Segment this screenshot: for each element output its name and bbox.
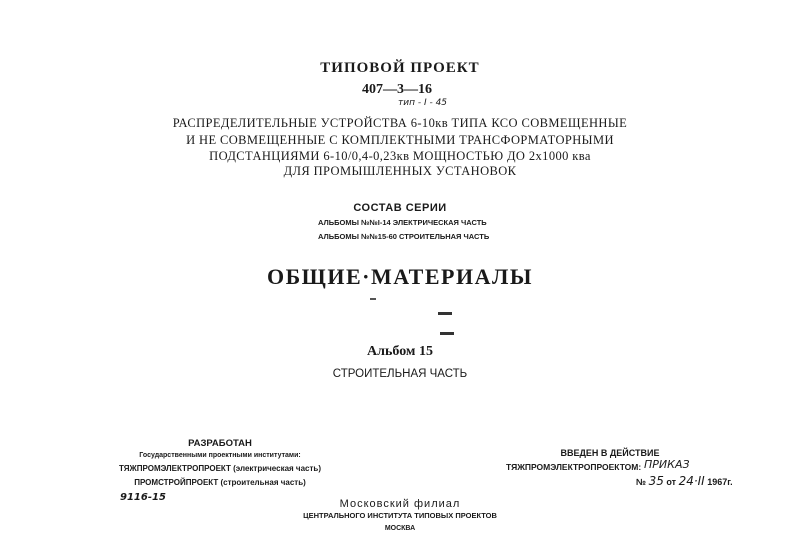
order-row bbox=[636, 474, 733, 488]
developed-title: РАЗРАБОТАН bbox=[188, 438, 252, 449]
composition-title: СОСТАВ СЕРИИ bbox=[353, 202, 447, 214]
order-year: 1967г. bbox=[707, 477, 733, 487]
description-line-2: И НЕ СОВМЕЩЕННЫЕ С КОМПЛЕКТНЫМИ ТРАНСФОРМАТОРНЫМИ bbox=[186, 133, 614, 147]
main-title: ОБЩИЕ·МАТЕРИАЛЫ bbox=[267, 264, 533, 289]
scan-mark bbox=[440, 332, 454, 335]
series-title: ТИПОВОЙ ПРОЕКТ bbox=[320, 60, 480, 76]
archive-number: 9116-15 bbox=[120, 492, 166, 503]
description-line-4: ДЛЯ ПРОМЫШЛЕННЫХ УСТАНОВОК bbox=[283, 164, 517, 178]
developer-org-2: ПРОМСТРОЙПРОЕКТ (строительная часть) bbox=[134, 478, 306, 487]
developer-org-1: ТЯЖПРОМЭЛЕКТРОПРОЕКТ (электрическая часть) bbox=[119, 464, 321, 473]
description-line-3: ПОДСТАНЦИЯМИ 6-10/0,4-0,23кв МОЩНОСТЬЮ ДО 2х1000 ква bbox=[209, 149, 591, 163]
albums-electrical: АЛЬБОМЫ №№I-14 ЭЛЕКТРИЧЕСКАЯ ЧАСТЬ bbox=[318, 218, 487, 227]
album-label: Альбом 15 bbox=[367, 344, 433, 359]
order-no: 35 bbox=[648, 474, 664, 488]
branch-city: МОСКВА bbox=[384, 525, 416, 532]
albums-construction: АЛЬБОМЫ №№15-60 СТРОИТЕЛЬНАЯ ЧАСТЬ bbox=[318, 232, 490, 241]
introduced-title: ВВЕДЕН В ДЕЙСТВИЕ bbox=[560, 448, 660, 458]
introduced-org: ТЯЖПРОМЭЛЕКТРОПРОЕКТОМ: bbox=[506, 462, 642, 472]
scan-mark bbox=[370, 298, 376, 300]
album-part: СТРОИТЕЛЬНАЯ ЧАСТЬ bbox=[332, 368, 468, 380]
order-word: ПРИКАЗ bbox=[644, 458, 690, 471]
description-line-1: РАСПРЕДЕЛИТЕЛЬНЫЕ УСТРОЙСТВА 6-10кв ТИПА КСО СОВМЕЩЕННЫЕ bbox=[172, 116, 628, 130]
developed-institutes: Государственными проектными институтами: bbox=[139, 452, 301, 459]
order-from: от bbox=[666, 477, 677, 487]
scan-mark bbox=[438, 312, 452, 315]
order-no-label: № bbox=[636, 477, 647, 487]
branch-institute: ЦЕНТРАЛЬНОГО ИНСТИТУТА ТИПОВЫХ ПРОЕКТОВ bbox=[303, 511, 497, 520]
branch-title: Московский филиал bbox=[339, 498, 461, 510]
project-number: 407—3—16 bbox=[362, 82, 432, 97]
order-date: 24·II bbox=[678, 474, 705, 488]
project-type-handwritten: тип - I - 45 bbox=[398, 98, 448, 108]
